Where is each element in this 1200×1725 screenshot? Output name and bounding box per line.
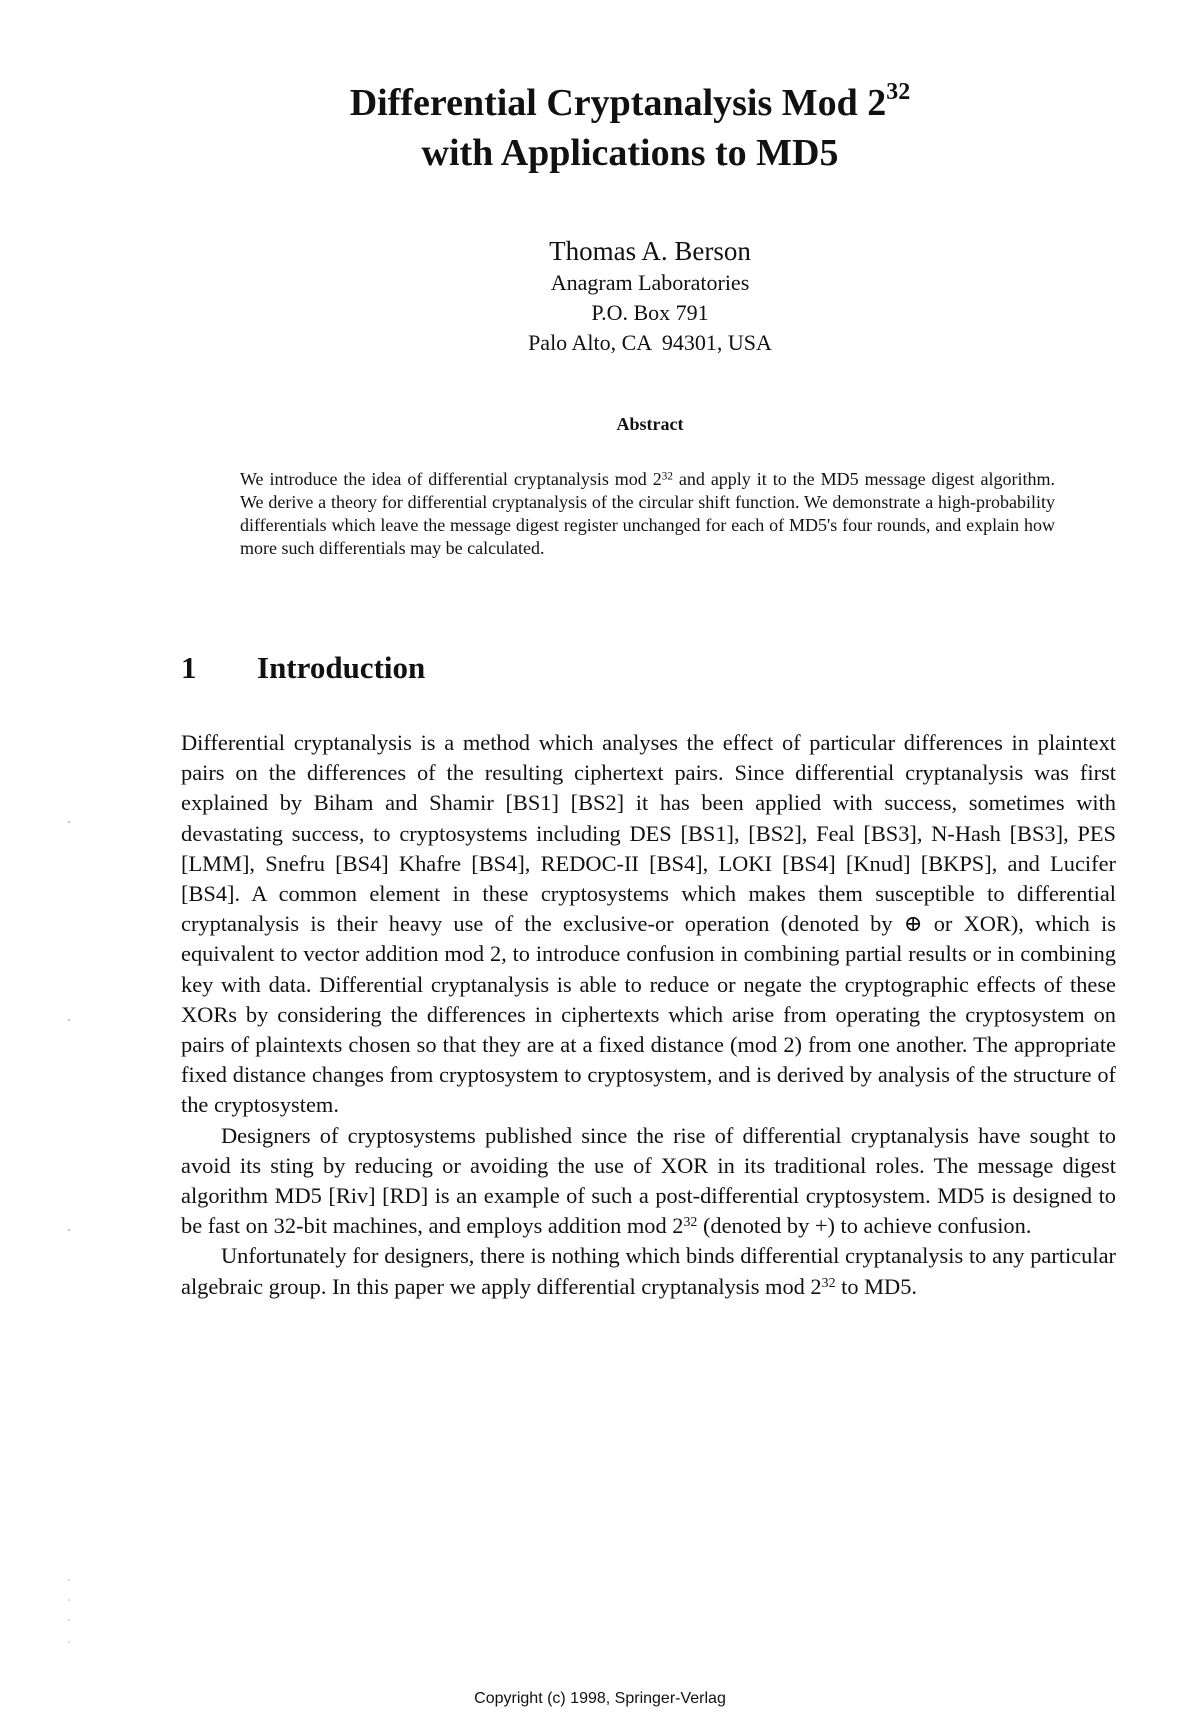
- paragraph-2: [181, 1121, 1116, 1242]
- section-number: 1: [181, 650, 197, 685]
- paragraph-3-text-2: to MD5.: [835, 1273, 917, 1299]
- paragraph-3-text-1: Unfortunately for designers, there is nothing which binds differential cryptanalysis to any particular algebraic group. In this paper we apply differential cryptanalysis mod 2: [181, 1243, 1116, 1299]
- scan-speck: [68, 1579, 70, 1581]
- scan-speck: [68, 1641, 70, 1643]
- scan-margin-marks: [64, 820, 74, 1650]
- title-line-1: [240, 78, 1020, 128]
- paragraph-3: [181, 1241, 1116, 1301]
- title-line-2: with Applications to MD5: [421, 132, 839, 174]
- paragraph-1: Differential cryptanalysis is a method which analyses the effect of particular differences in plaintext pairs on the differences of the resulting ciphertext pairs. Since differential cryptanalysis was first explained by Biham and Shamir [BS1] [BS2] it has been applied with success, sometimes with devastating success, to cryptosystems including DES [BS1], [BS2], Feal [BS3], N-Hash [BS3], PES [LMM], Snefru [BS4] Khafre [BS4], REDOC-II [BS4], LOKI [BS4] [Knud] [BKPS], and Lucifer [BS4]. A common element in these cryptosystems which makes them susceptible to differential cryptanalysis is their heavy use of the exclusive-or operation (denoted by ⊕ or XOR), which is equivalent to vector addition mod 2, to introduce confusion in combining partial results or in combining key with data. Differential cryptanalysis is able to reduce or negate the cryptographic effects of these XORs by considering the differences in ciphertexts which arise from operating the cryptosystem on pairs of plaintexts chosen so that they are at a fixed distance (mod 2) from one another. The appropriate fixed distance changes from cryptosystem to cryptosystem, and is derived by analysis of the structure of the cryptosystem.: [181, 730, 1116, 1118]
- abstract-text-2: and apply it to the MD5 message digest algorithm. We derive a theory for differential cryptanalysis of the circular shift function. We demonstrate a high-probability differentials which leave the message digest register unchanged for each of MD5's four rounds, and explain how more such differentials may be calculated.: [240, 469, 1055, 558]
- author-address-line-2: Palo Alto, CA 94301, USA: [528, 330, 772, 355]
- section-body: [181, 728, 1116, 1302]
- paragraph-2-text-2: (denoted by +) to achieve confusion.: [697, 1213, 1032, 1239]
- author-address-line-1: P.O. Box 791: [591, 300, 709, 325]
- section-heading: [181, 648, 425, 688]
- scan-speck: [68, 1019, 70, 1021]
- scan-speck: [68, 1599, 70, 1601]
- paragraph-3-exponent: 32: [821, 1275, 836, 1291]
- author-block: [380, 234, 920, 358]
- title-line-1-text: Differential Cryptanalysis Mod 2: [349, 82, 887, 124]
- scan-speck: [68, 1619, 70, 1621]
- copyright-footer: Copyright (c) 1998, Springer-Verlag: [474, 1690, 726, 1707]
- paper-title: [240, 78, 1020, 178]
- paragraph-2-exponent: 32: [683, 1215, 698, 1231]
- author-affiliation: Anagram Laboratories: [550, 270, 750, 295]
- abstract-exponent: 32: [661, 470, 673, 483]
- section-title: Introduction: [257, 650, 426, 685]
- abstract-text-1: We introduce the idea of differential cryptanalysis mod 2: [240, 469, 662, 489]
- scan-speck: [68, 821, 70, 823]
- author-name: Thomas A. Berson: [549, 236, 751, 266]
- title-exponent: 32: [886, 79, 911, 105]
- paragraph-2-text-1: Designers of cryptosystems published since the rise of differential cryptanalysis have sought to avoid its sting by reducing or avoiding the use of XOR in its traditional roles. The message digest algorithm MD5 [Riv] [RD] is an example of such a post-differential cryptosystem. MD5 is designed to be fast on 32-bit machines, and employs addition mod 2: [181, 1122, 1116, 1239]
- scan-speck: [68, 1229, 70, 1231]
- abstract-heading: Abstract: [616, 414, 684, 434]
- abstract-body: [240, 468, 1055, 560]
